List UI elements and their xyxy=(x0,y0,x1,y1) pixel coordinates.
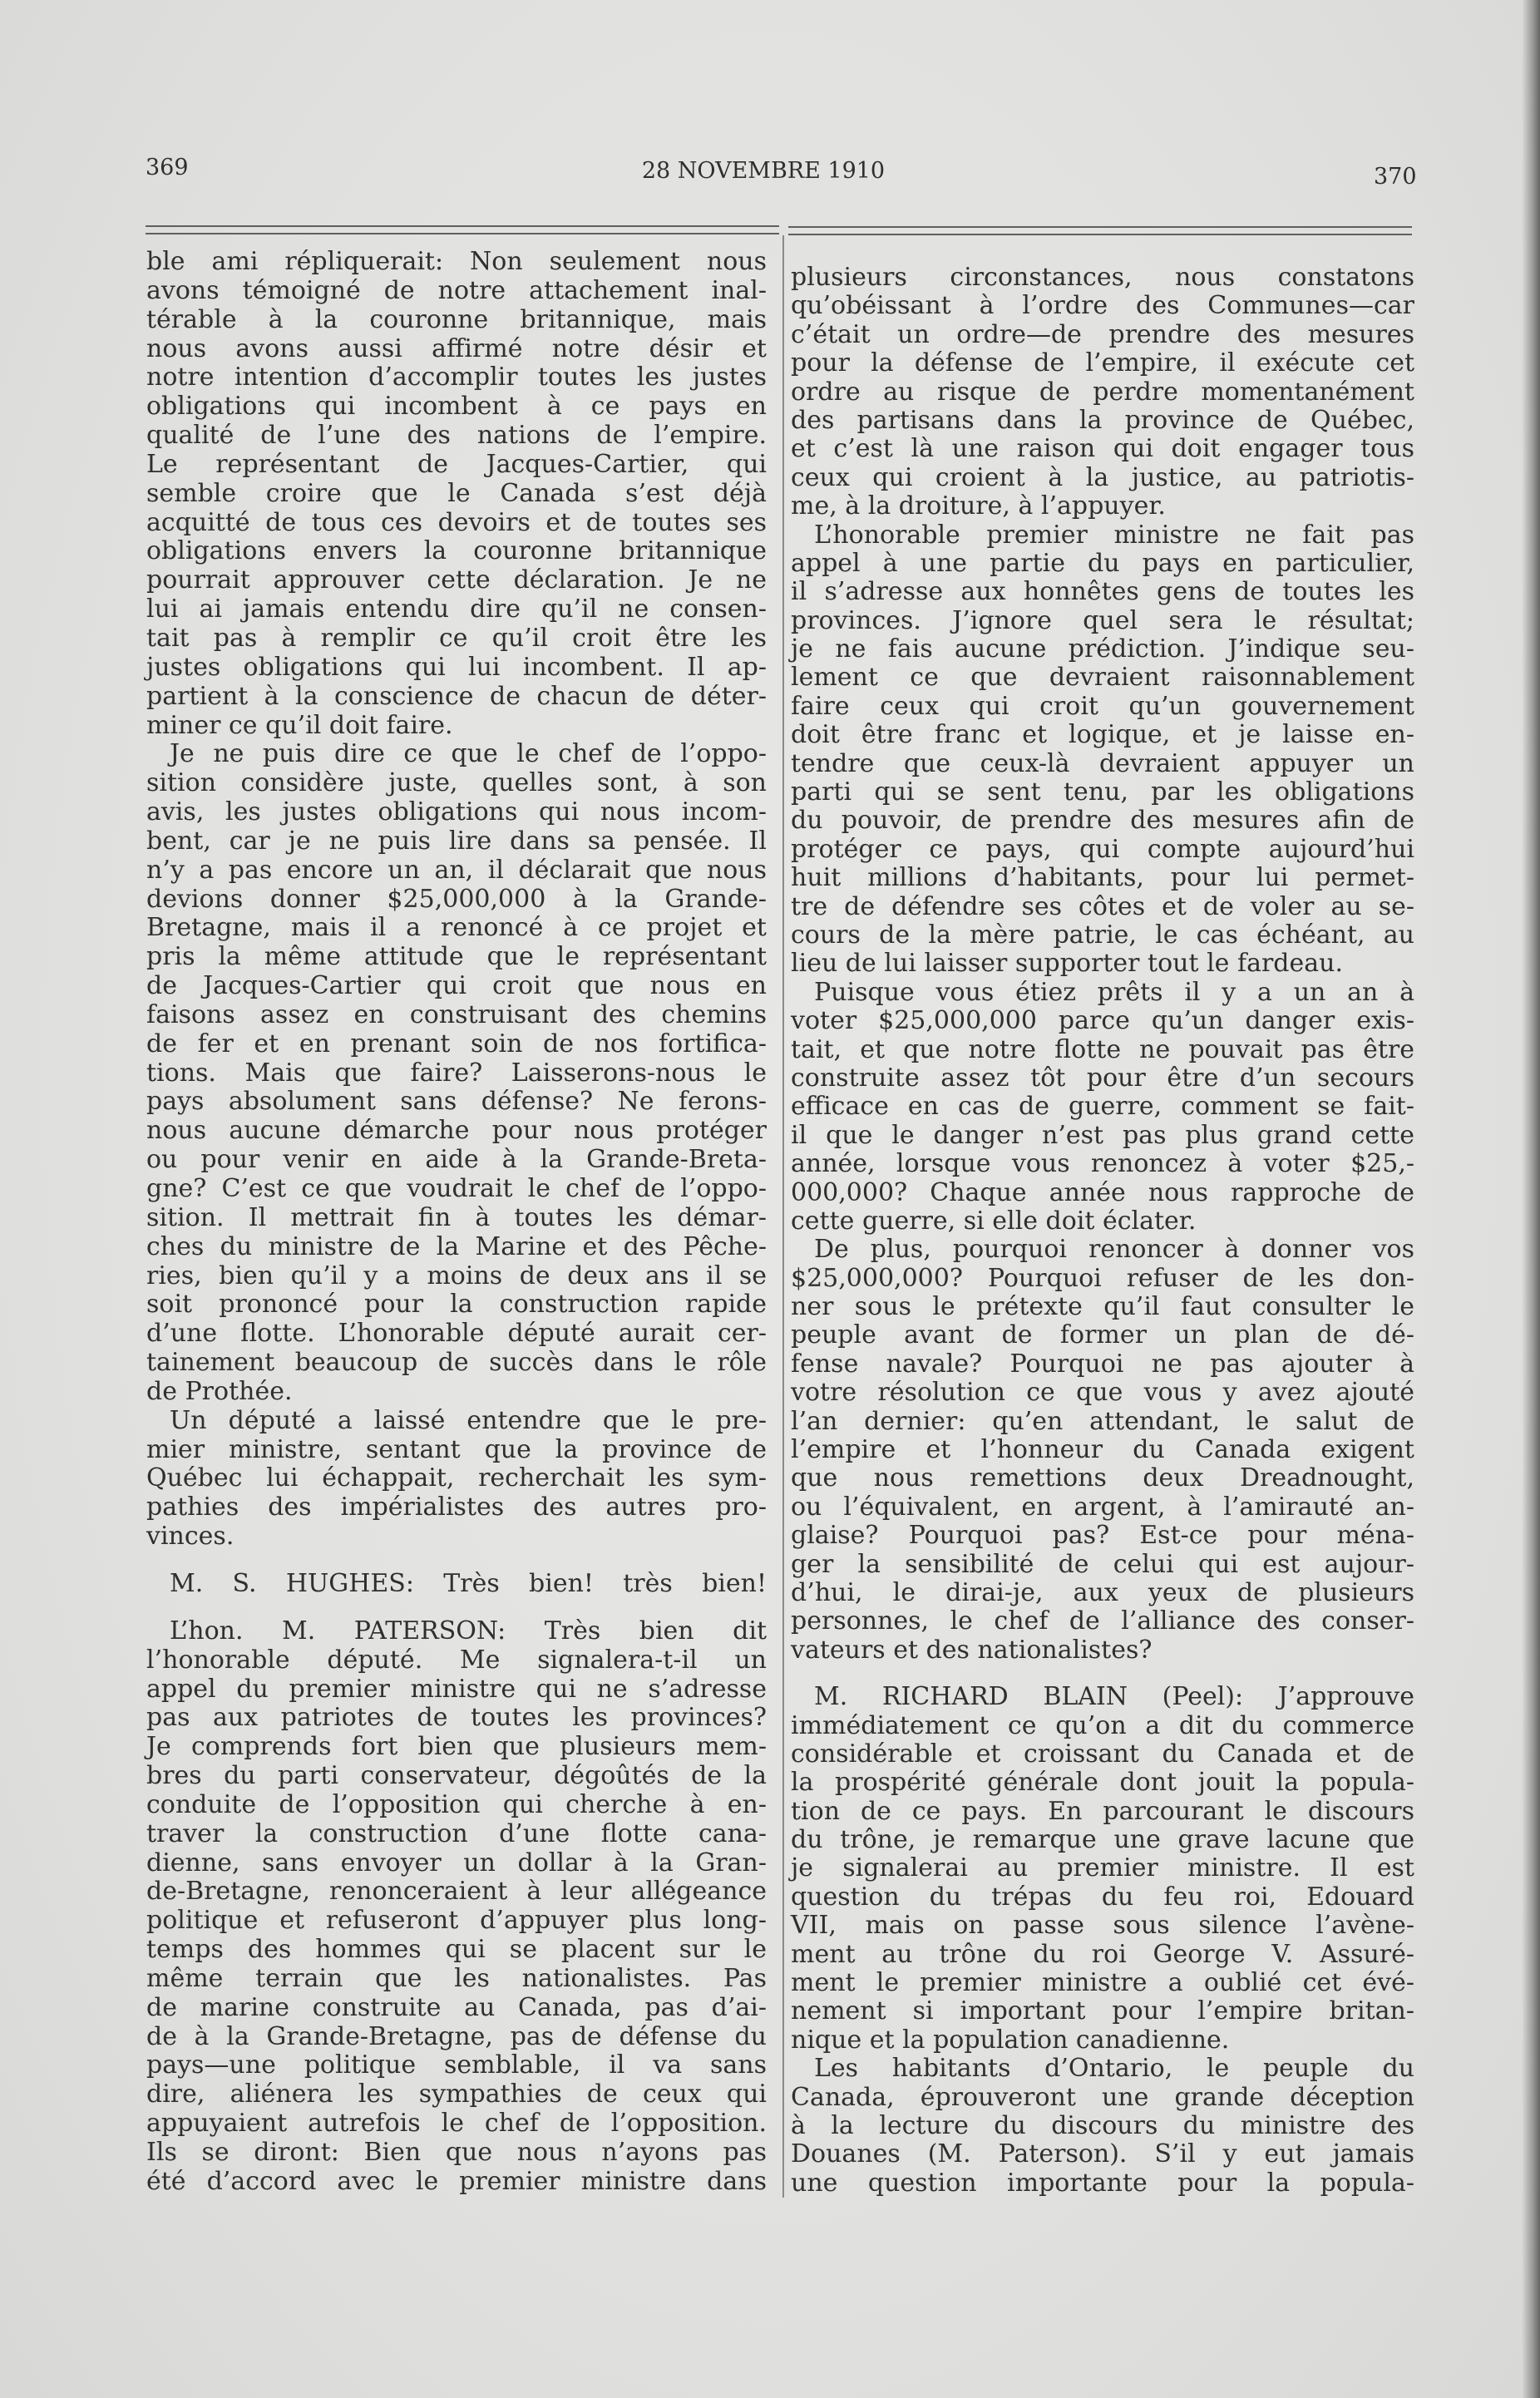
text-line: temps des hommes qui se placent sur le xyxy=(146,1935,767,1965)
text-line: appuyaient autrefois le chef de l’opposition. xyxy=(146,2109,767,2139)
column-divider xyxy=(782,235,784,2198)
text-line: question du trépas du feu roi, Edouard xyxy=(791,1882,1414,1912)
text-line: appel du premier ministre qui ne s’adresse xyxy=(146,1674,767,1704)
text-line: ment le premier ministre a oublié cet évé- xyxy=(791,1968,1414,1998)
header-rule xyxy=(146,233,779,234)
text-line: térable à la couronne britannique, mais xyxy=(146,304,767,334)
right-column xyxy=(791,264,1414,2198)
text-line: de marine construite au Canada, pas d’ai- xyxy=(146,1992,767,2022)
text-line: nique et la population canadienne. xyxy=(791,2025,1230,2055)
text-line: justes obligations qui lui incombent. Il ap- xyxy=(146,652,767,682)
text-line: De plus, pourquoi renoncer à donner vos xyxy=(814,1235,1414,1265)
text-line: cours de la mère patrie, le cas échéant, au xyxy=(791,920,1414,950)
paragraph xyxy=(791,2055,1414,2198)
text-line: année, lorsque vous renoncez à voter $25,- xyxy=(791,1149,1414,1179)
text-line: L’hon. M. PATERSON: Très bien dit xyxy=(170,1616,767,1646)
text-line: avons témoigné de notre attachement inal- xyxy=(146,275,767,305)
text-line: nous aucune démarche pour nous protéger xyxy=(146,1116,767,1146)
text-line: de à la Grande-Bretagne, pas de défense du xyxy=(146,2021,767,2051)
text-line: huit millions d’habitants, pour lui permet- xyxy=(791,863,1414,893)
text-line: lui ai jamais entendu dire qu’il ne consen- xyxy=(146,595,767,624)
text-line: acquitté de tous ces devoirs et de toutes ses xyxy=(146,507,767,537)
text-line: pathies des impérialistes des autres pro- xyxy=(146,1493,767,1522)
text-line: Je comprends fort bien que plusieurs mem- xyxy=(146,1732,767,1762)
text-line: protéger ce pays, qui compte aujourd’hui xyxy=(791,834,1414,864)
header-date: 28 NOVEMBRE 1910 xyxy=(641,158,886,184)
text-line: ou pour venir en aide à la Grande-Breta- xyxy=(146,1145,767,1175)
text-line: vinces. xyxy=(146,1522,234,1552)
text-line: devions donner $25,000,000 à la Grande- xyxy=(146,884,767,914)
text-line: personnes, le chef de l’alliance des conser- xyxy=(791,1606,1414,1636)
text-line: Puisque vous étiez prêts il y a un an à xyxy=(814,977,1414,1007)
text-line: miner ce qu’il doit faire. xyxy=(146,710,453,740)
text-line: nement si important pour l’empire britan- xyxy=(791,1996,1414,2026)
text-line: de Prothée. xyxy=(146,1376,293,1406)
text-line: Québec lui échappait, recherchait les sym- xyxy=(146,1463,767,1493)
text-line: ger la sensibilité de celui qui est aujour- xyxy=(791,1549,1414,1579)
text-line: bent, car je ne puis lire dans sa pensée. Il xyxy=(146,826,767,856)
text-line: et c’est là une raison qui doit engager tous xyxy=(791,434,1414,464)
text-line: M. S. HUGHES: Très bien! très bien! xyxy=(170,1568,767,1598)
text-line: politique et refuseront d’appuyer plus long- xyxy=(146,1906,767,1936)
text-line: Le représentant de Jacques-Cartier, qui xyxy=(146,449,767,479)
scan-edge-shadow xyxy=(1522,0,1540,2398)
text-line: pas aux patriotes de toutes les provinces? xyxy=(146,1703,767,1733)
text-line: gne? C’est ce que voudrait le chef de l’oppo- xyxy=(146,1174,767,1203)
text-line: peuple avant de former un plan de dé- xyxy=(791,1320,1414,1350)
text-line: des partisans dans la province de Québec, xyxy=(791,405,1414,435)
text-line: Un député a laissé entendre que le pre- xyxy=(170,1405,767,1435)
text-line: pour la défense de l’empire, il exécute cet xyxy=(791,348,1414,378)
paragraph xyxy=(146,740,767,1406)
text-line: Bretagne, mais il a renoncé à ce projet et xyxy=(146,913,767,943)
paragraph xyxy=(791,521,1414,979)
text-line: ment au trône du roi George V. Assuré- xyxy=(791,1939,1414,1969)
speaker-paragraph xyxy=(791,1683,1414,2055)
text-line: pays—une politique semblable, il va sans xyxy=(146,2050,767,2080)
text-line: dienne, sans envoyer un dollar à la Gran- xyxy=(146,1848,767,1877)
text-line: ner sous le prétexte qu’il faut consulter le xyxy=(791,1292,1414,1322)
text-line: tait, et que notre flotte ne pouvait pas être xyxy=(791,1034,1414,1064)
text-line: tendre que ceux-là devraient appuyer un xyxy=(791,748,1414,778)
text-line: traver la construction d’une flotte cana- xyxy=(146,1818,767,1848)
text-line: provinces. J’ignore quel sera le résultat; xyxy=(791,605,1414,635)
text-line: plusieurs circonstances, nous constatons xyxy=(791,263,1414,292)
text-line: sition. Il mettrait fin à toutes les démar- xyxy=(146,1202,767,1232)
header-rule xyxy=(788,226,1412,228)
text-line: voter $25,000,000 parce qu’un danger exis- xyxy=(791,1006,1414,1036)
text-line: mier ministre, sentant que la province de xyxy=(146,1434,767,1464)
text-line: pris la même attitude que le représentant xyxy=(146,942,767,972)
text-line: efficace en cas de guerre, comment se fait- xyxy=(791,1092,1414,1122)
text-line: Je ne puis dire ce que le chef de l’oppo- xyxy=(170,739,767,769)
text-line: ou l’équivalent, en argent, à l’amirauté an- xyxy=(791,1492,1414,1522)
paragraph xyxy=(791,1236,1414,1665)
speaker-paragraph xyxy=(146,1570,767,1599)
speaker-paragraph xyxy=(146,1617,767,2197)
page-number-right: 370 xyxy=(1374,164,1417,190)
text-line: de Jacques-Cartier qui croit que nous en xyxy=(146,971,767,1001)
text-line: semble croire que le Canada s’est déjà xyxy=(146,478,767,508)
text-line: c’était un ordre—de prendre des mesures xyxy=(791,319,1414,349)
text-line: cette guerre, si elle doit éclater. xyxy=(791,1206,1197,1236)
text-line: avis, les justes obligations qui nous incom- xyxy=(146,797,767,827)
text-line: notre intention d’accomplir toutes les justes xyxy=(146,363,767,392)
text-line: il s’adresse aux honnêtes gens de toutes les xyxy=(791,577,1414,607)
text-line: de-Bretagne, renonceraient à leur allégeance xyxy=(146,1877,767,1907)
text-line: soit prononcé pour la construction rapide xyxy=(146,1290,767,1320)
text-line: votre résolution ce que vous y avez ajouté xyxy=(791,1378,1414,1408)
text-line: tre de défendre ses côtes et de voler au se- xyxy=(791,891,1414,921)
text-line: partient à la conscience de chacun de déter- xyxy=(146,681,767,711)
text-line: obligations qui incombent à ce pays en xyxy=(146,392,767,422)
header-rule xyxy=(788,234,1412,235)
text-line: faire ceux qui croit qu’un gouvernement xyxy=(791,691,1414,721)
text-line: je ne fais aucune prédiction. J’indique seu- xyxy=(791,634,1414,664)
text-line: construite assez tôt pour être d’un secours xyxy=(791,1063,1414,1093)
text-line: du pouvoir, de prendre des mesures afin de xyxy=(791,806,1414,836)
text-line: que nous remettions deux Dreadnought, xyxy=(791,1463,1414,1493)
text-line: doit être franc et logique, et je laisse en- xyxy=(791,720,1414,750)
text-line: $25,000,000? Pourquoi refuser de les don- xyxy=(791,1263,1414,1293)
text-line: sition considère juste, quelles sont, à son xyxy=(146,768,767,798)
text-line: immédiatement ce qu’on a dit du commerce xyxy=(791,1710,1414,1740)
text-line: tions. Mais que faire? Laisserons-nous le xyxy=(146,1058,767,1088)
paragraph xyxy=(791,264,1414,521)
text-line: tion de ce pays. En parcourant le discours xyxy=(791,1796,1414,1826)
text-line: je signalerai au premier ministre. Il est xyxy=(791,1853,1414,1883)
text-line: pourrait approuver cette déclaration. Je ne xyxy=(146,565,767,595)
paragraph xyxy=(146,248,767,740)
text-line: pays absolument sans défense? Ne ferons- xyxy=(146,1087,767,1117)
text-line: tainement beaucoup de succès dans le rôle xyxy=(146,1348,767,1378)
text-line: dire, aliénera les sympathies de ceux qui xyxy=(146,2080,767,2109)
text-line: tait pas à remplir ce qu’il croit être les xyxy=(146,623,767,653)
text-line: d’une flotte. L’honorable député aurait cer- xyxy=(146,1319,767,1349)
text-line: d’hui, le dirai-je, aux yeux de plusieurs xyxy=(791,1577,1414,1607)
header-rule xyxy=(146,225,779,227)
paragraph xyxy=(791,979,1414,1236)
text-line: de fer et en prenant soin de nos fortifica- xyxy=(146,1029,767,1058)
text-line: nous avons aussi affirmé notre désir et xyxy=(146,333,767,363)
text-line: ordre au risque de perdre momentanément xyxy=(791,377,1414,407)
text-line: lieu de lui laisser supporter tout le fardeau. xyxy=(791,949,1343,979)
text-line: même terrain que les nationalistes. Pas xyxy=(146,1963,767,1993)
text-line: considérable et croissant du Canada et de xyxy=(791,1739,1414,1769)
left-column xyxy=(146,248,767,2197)
text-line: l’honorable député. Me signalera-t-il un xyxy=(146,1645,767,1675)
text-line: faisons assez en construisant des chemins xyxy=(146,999,767,1029)
text-line: ches du ministre de la Marine et des Pêche- xyxy=(146,1231,767,1261)
text-line: VII, mais on passe sous silence l’avène- xyxy=(791,1911,1414,1941)
text-line: L’honorable premier ministre ne fait pas xyxy=(814,520,1414,550)
text-line: bres du parti conservateur, dégoûtés de la xyxy=(146,1761,767,1791)
text-line: été d’accord avec le premier ministre dans xyxy=(146,2166,767,2196)
text-line: appel à une partie du pays en particulier, xyxy=(791,548,1414,578)
text-line: conduite de l’opposition qui cherche à en- xyxy=(146,1789,767,1819)
text-line: 000,000? Chaque année nous rapproche de xyxy=(791,1177,1414,1207)
text-line: obligations envers la couronne britannique xyxy=(146,536,767,566)
text-line: qu’obéissant à l’ordre des Communes—car xyxy=(791,291,1414,321)
text-line: la prospérité générale dont jouit la popula- xyxy=(791,1768,1414,1798)
text-line: une question importante pour la popula- xyxy=(791,2168,1414,2198)
paragraph xyxy=(146,1407,767,1552)
text-line: n’y a pas encore un an, il déclarait que nous xyxy=(146,855,767,885)
text-line: ble ami répliquerait: Non seulement nous xyxy=(146,247,767,276)
text-line: lement ce que devraient raisonnablement xyxy=(791,663,1414,693)
text-line: vateurs et des nationalistes? xyxy=(791,1635,1153,1665)
text-line: fense navale? Pourquoi ne pas ajouter à xyxy=(791,1349,1414,1379)
text-line: glaise? Pourquoi pas? Est-ce pour ména- xyxy=(791,1521,1414,1551)
text-line: à la lecture du discours du ministre des xyxy=(791,2111,1414,2140)
text-line: ceux qui croient à la justice, au patriotis- xyxy=(791,462,1414,492)
text-line: parti qui se sent tenu, par les obligations xyxy=(791,777,1414,807)
text-line: l’empire et l’honneur du Canada exigent xyxy=(791,1435,1414,1465)
page-number-left: 369 xyxy=(146,155,189,180)
text-line: Ils se diront: Bien que nous n’ayons pas xyxy=(146,2138,767,2167)
text-line: Canada, éprouveront une grande déception xyxy=(791,2082,1414,2112)
text-line: ries, bien qu’il y a moins de deux ans il se xyxy=(146,1261,767,1290)
text-line: du trône, je remarque une grave lacune que xyxy=(791,1825,1414,1855)
text-line: M. RICHARD BLAIN (Peel): J’approuve xyxy=(814,1682,1414,1712)
text-line: l’an dernier: qu’en attendant, le salut de xyxy=(791,1406,1414,1436)
text-line: Les habitants d’Ontario, le peuple du xyxy=(814,2054,1414,2084)
text-line: il que le danger n’est pas plus grand cette xyxy=(791,1120,1414,1150)
text-line: me, à la droiture, à l’appuyer. xyxy=(791,491,1166,521)
text-line: qualité de l’une des nations de l’empire. xyxy=(146,421,767,451)
text-line: Douanes (M. Paterson). S’il y eut jamais xyxy=(791,2139,1414,2169)
